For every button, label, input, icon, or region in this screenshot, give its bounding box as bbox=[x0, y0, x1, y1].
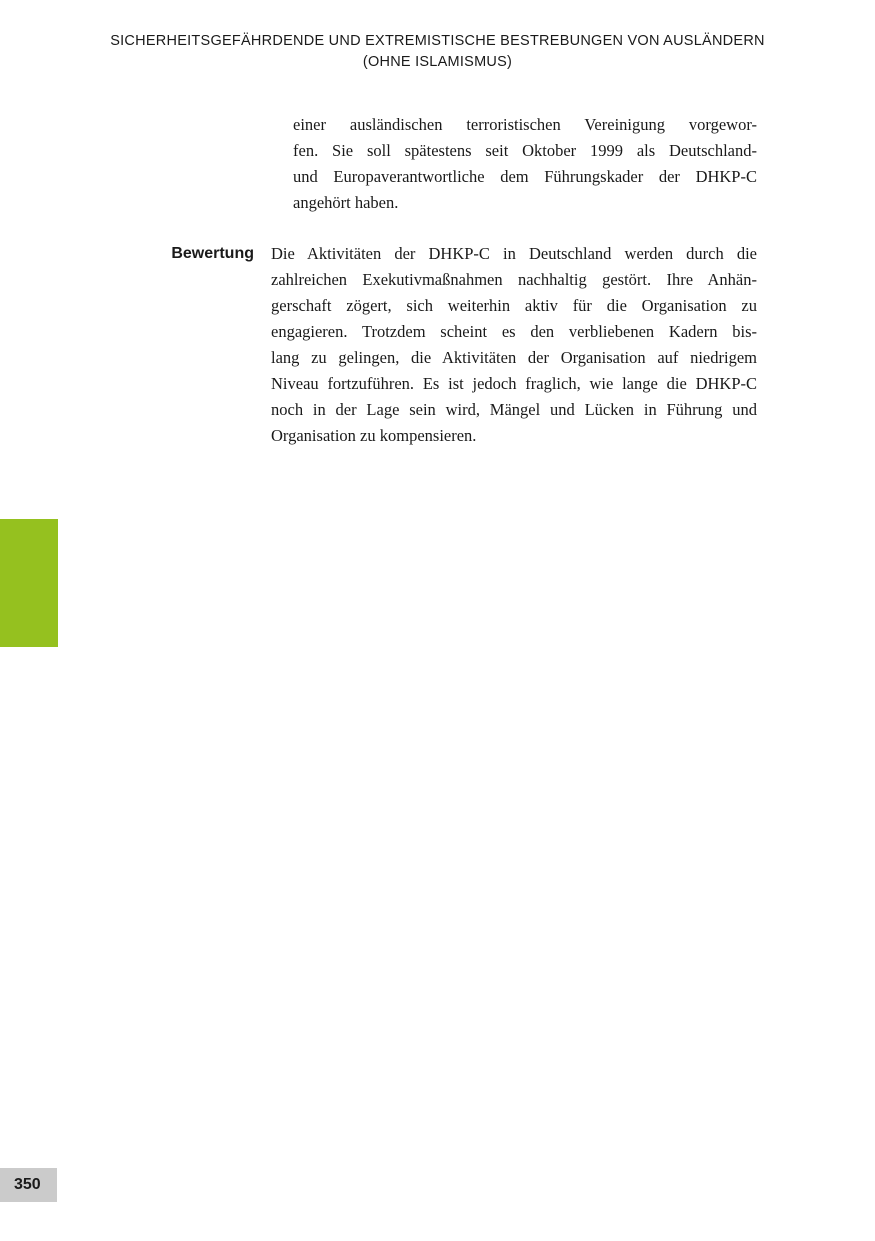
running-header bbox=[0, 31, 875, 73]
text-line: gerschaft zögert, sich weiterhin aktiv für die Organisation zu bbox=[271, 296, 757, 315]
body-paragraph-continuation bbox=[293, 112, 757, 216]
running-header-line1: SICHERHEITSGEFÄHRDENDE UND EXTREMISTISCHE BESTREBUNGEN VON AUSLÄNDERN bbox=[110, 33, 765, 49]
text-line: noch in der Lage sein wird, Mängel und Lücken in Führung und bbox=[271, 400, 757, 419]
text-line: Organisation zu kompensieren. bbox=[271, 426, 477, 445]
running-header-line2: (OHNE ISLAMISMUS) bbox=[362, 54, 513, 70]
text-line: und Europaverantwortliche dem Führungskader der DHKP-C bbox=[293, 167, 757, 186]
text-line: fen. Sie soll spätestens seit Oktober 1999 als Deutschland- bbox=[293, 141, 757, 160]
text-line: lang zu gelingen, die Aktivitäten der Organisation auf niedrigem bbox=[271, 348, 757, 367]
body-paragraph-bewertung bbox=[271, 241, 757, 449]
page-number: 350 bbox=[14, 1176, 41, 1193]
text-line: angehört haben. bbox=[293, 193, 399, 212]
page-number-box bbox=[0, 1168, 57, 1202]
text-line: engagieren. Trotzdem scheint es den verbliebenen Kadern bis- bbox=[271, 322, 757, 341]
text-line: Niveau fortzuführen. Es ist jedoch fraglich, wie lange die DHKP-C bbox=[271, 374, 757, 393]
text-line: zahlreichen Exekutivmaßnahmen nachhaltig gestört. Ihre Anhän- bbox=[271, 270, 757, 289]
text-line: einer ausländischen terroristischen Vereinigung vorgewor- bbox=[293, 115, 757, 134]
section-thumb-tab bbox=[0, 519, 58, 647]
text-line: Die Aktivitäten der DHKP-C in Deutschland werden durch die bbox=[271, 244, 757, 263]
margin-label-bewertung: Bewertung bbox=[171, 245, 254, 262]
